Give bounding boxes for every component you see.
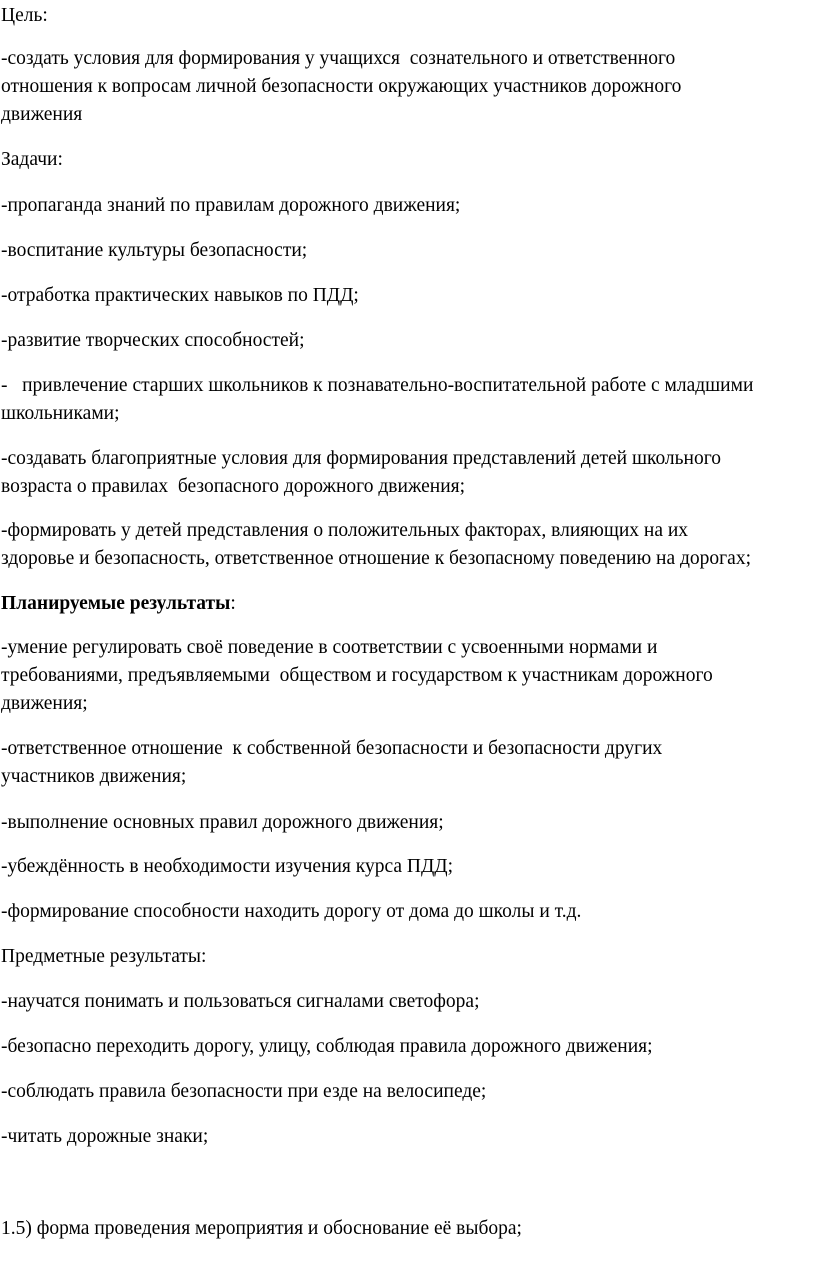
tasks-heading: Задачи: (1, 149, 63, 170)
result-item: -формирование способности находить дорогу от дома до школы и т.д. (1, 901, 582, 922)
task-item: - привлечение старших школьников к познавательно-воспитательной работе с младшими школьниками; (1, 375, 754, 424)
goal-line-2: отношения к вопросам личной безопасности окружающих участников дорожного (1, 76, 682, 97)
subject-results-heading: Предметные результаты: (1, 946, 207, 967)
goal-text (1, 45, 813, 129)
planned-results-title: Планируемые результаты (1, 593, 231, 614)
task-item: -развитие творческих способностей; (1, 330, 305, 351)
section-heading-1-5: 1.5) форма проведения мероприятия и обоснование её выбора; (1, 1218, 522, 1239)
result-item: -выполнение основных правил дорожного движения; (1, 812, 444, 833)
planned-results-heading (1, 590, 813, 618)
goal-heading: Цель: (1, 5, 48, 26)
result-item: -ответственное отношение к собственной безопасности и безопасности других участников движения; (1, 738, 663, 787)
goal-line-1: -создать условия для формирования у учащихся сознательного и ответственного (1, 48, 676, 69)
result-item: -умение регулировать своё поведение в соответствии с усвоенными нормами и требованиями, предъявляемыми обществом и государством к участникам дорожного движения; (1, 637, 713, 714)
goal-line-3: движения (1, 104, 83, 125)
task-item: -пропаганда знаний по правилам дорожного движения; (1, 195, 461, 216)
subject-item: -научатся понимать и пользоваться сигналами светофора; (1, 991, 480, 1012)
task-item: -создавать благоприятные условия для формирования представлений детей школьного возраста о правилах безопасного дорожного движения; (1, 448, 722, 497)
planned-results-colon: : (230, 593, 236, 614)
result-item: -убеждённость в необходимости изучения курса ПДД; (1, 856, 454, 877)
task-item: -воспитание культуры безопасности; (1, 240, 308, 261)
subject-item: -соблюдать правила безопасности при езде на велосипеде; (1, 1081, 487, 1102)
task-item: -формировать у детей представления о положительных факторах, влияющих на их здоровье и безопасность, ответственное отношение к безопасному поведению на дорогах; (1, 520, 751, 569)
subject-item: -читать дорожные знаки; (1, 1126, 209, 1147)
subject-item: -безопасно переходить дорогу, улицу, соблюдая правила дорожного движения; (1, 1036, 653, 1057)
task-item: -отработка практических навыков по ПДД; (1, 285, 359, 306)
